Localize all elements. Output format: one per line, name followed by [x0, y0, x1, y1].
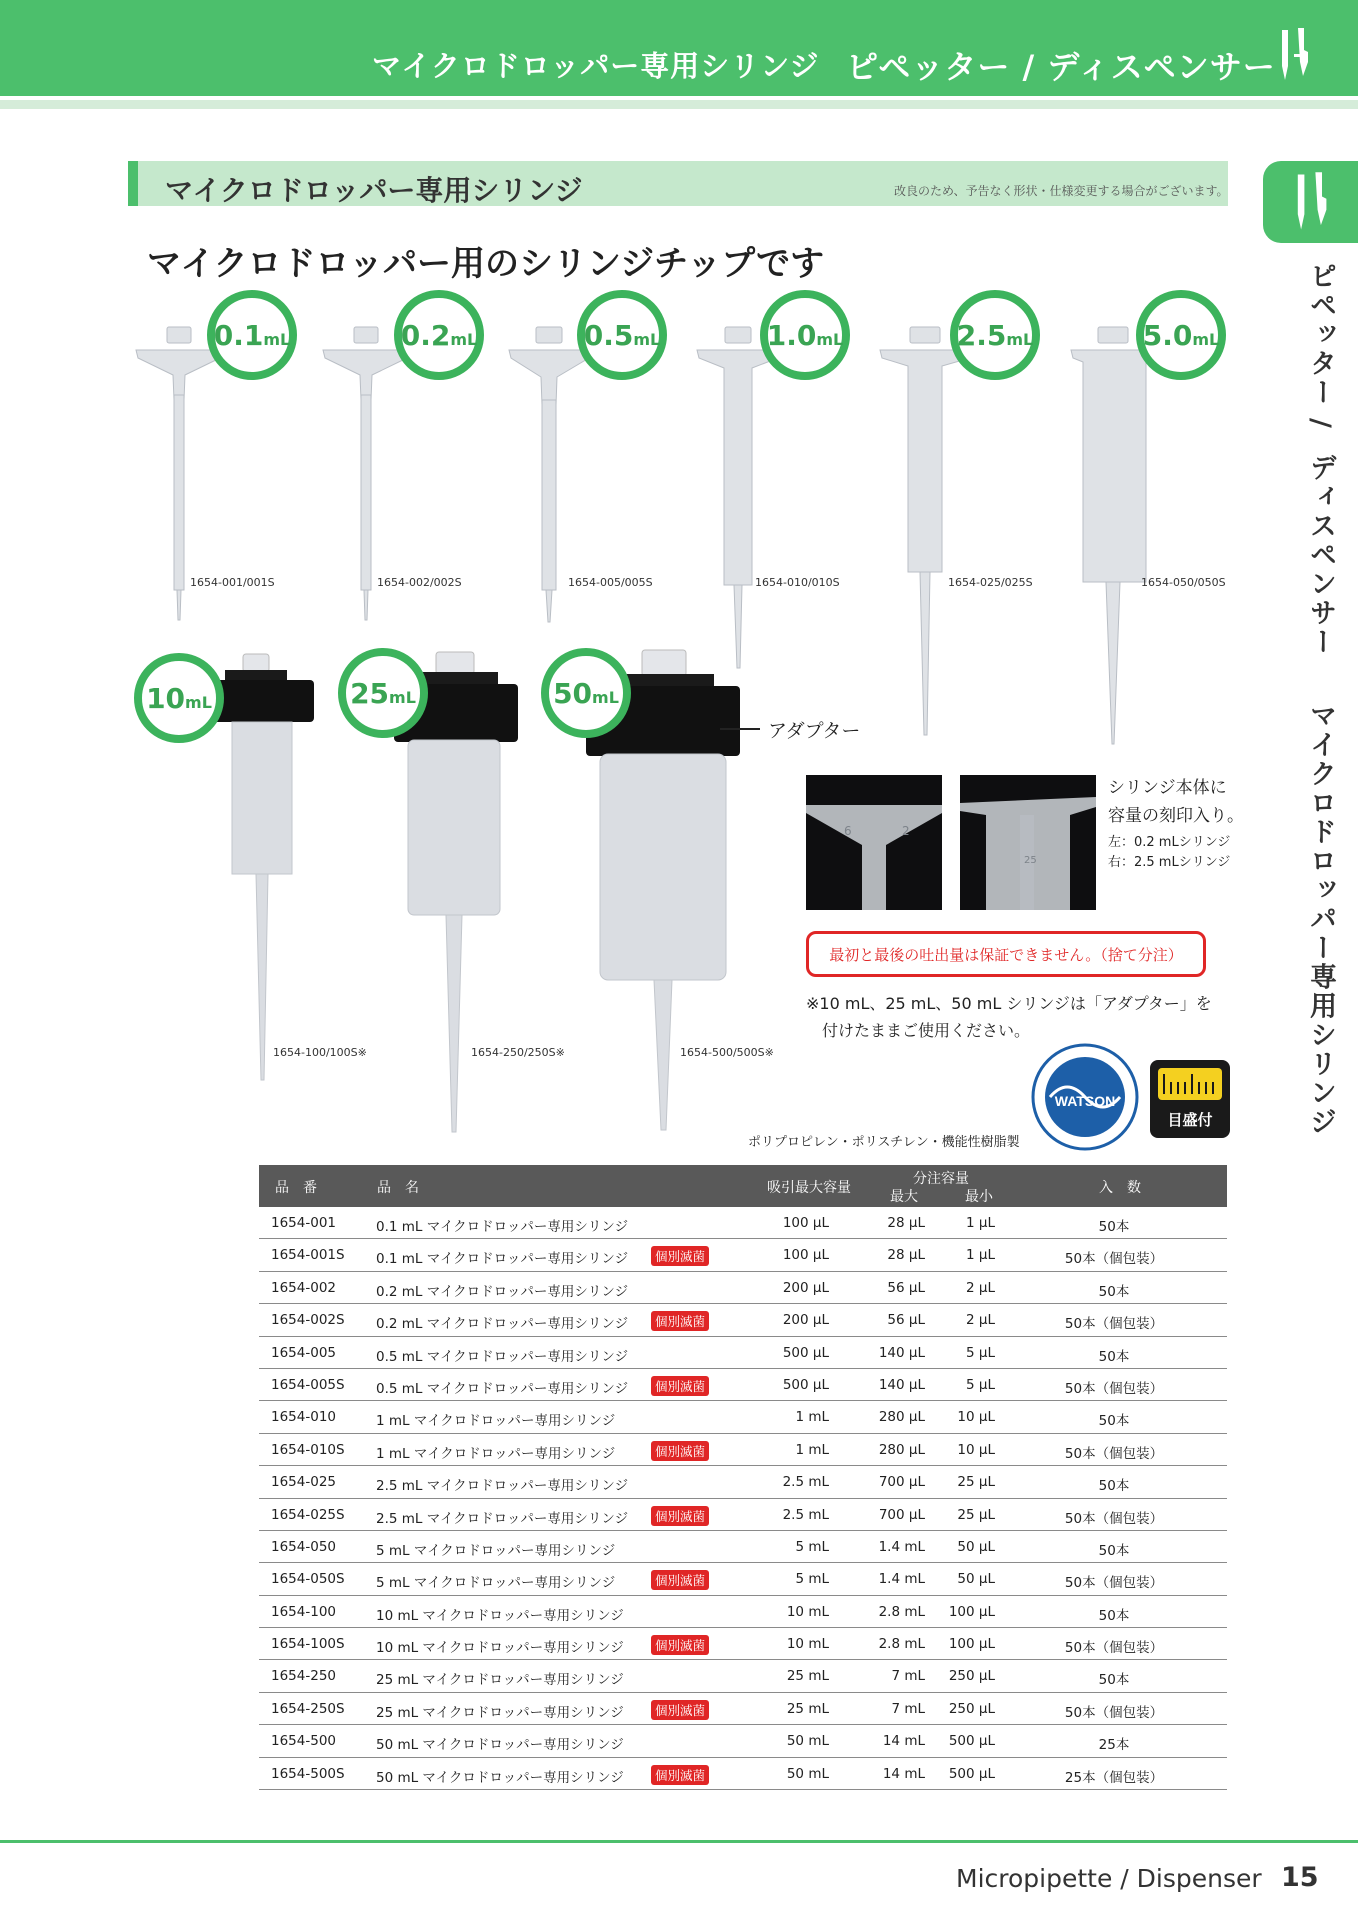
- side-caption-part1: ピペッター: [1305, 262, 1336, 407]
- cell-code: 1654-050S: [271, 1571, 345, 1588]
- sterile-tag: 個別滅菌: [651, 1570, 709, 1590]
- product-code: 1654-010/010S: [755, 576, 840, 589]
- cell-quantity: 50本: [1098, 1413, 1130, 1430]
- table-row: [259, 1531, 1227, 1563]
- cell-dispense-max: 7 mL: [891, 1668, 925, 1685]
- cell-code: 1654-010: [271, 1409, 336, 1426]
- volume-value: 1.0: [766, 318, 817, 352]
- sterile-tag: 個別滅菌: [651, 1635, 709, 1655]
- cell-dispense-max: 28 μL: [887, 1247, 925, 1264]
- engraving-note: [1108, 774, 1244, 830]
- cell-name: 2.5 mL マイクロドロッパー専用シリンジ: [376, 1478, 629, 1495]
- cell-dispense-max: 7 mL: [891, 1700, 925, 1717]
- adapter-label: アダプター: [768, 720, 861, 742]
- watson-guaranteed-logo: [1030, 1042, 1140, 1152]
- sterile-tag: 個別滅菌: [651, 1506, 709, 1526]
- side-caption-sep: /: [1305, 418, 1336, 431]
- volume-value: 25: [350, 676, 390, 710]
- volume-badge-5.0: [1136, 290, 1226, 380]
- adapter-usage-note-line2: 付けたままご使用ください。: [822, 1021, 1031, 1040]
- product-code: 1654-005/005S: [568, 576, 653, 589]
- volume-badge-0.1: [207, 290, 297, 380]
- volume-value: 0.1: [213, 318, 264, 352]
- cell-dispense-max: 2.8 mL: [878, 1603, 925, 1620]
- volume-value: 2.5: [956, 318, 1007, 352]
- cell-name: 10 mL マイクロドロッパー専用シリンジ: [376, 1640, 624, 1657]
- photo-caption-right: 右：2.5 mLシリンジ: [1108, 855, 1231, 870]
- engraving-note-line1: シリンジ本体に: [1108, 778, 1227, 798]
- table-row: [259, 1693, 1227, 1725]
- cell-quantity: 25本（個包装）: [1064, 1769, 1164, 1786]
- cell-dispense-max: 28 μL: [887, 1215, 925, 1231]
- cell-max-volume: 10 mL: [786, 1603, 829, 1620]
- cell-name: 50 mL マイクロドロッパー専用シリンジ: [376, 1769, 624, 1786]
- cell-code: 1654-001S: [271, 1247, 345, 1264]
- cell-dispense-min: 50 μL: [957, 1538, 995, 1555]
- cell-max-volume: 50 mL: [786, 1733, 829, 1750]
- volume-badge-1.0: [760, 290, 850, 380]
- cell-max-volume: 200 μL: [782, 1312, 829, 1329]
- side-caption-part2: ディスペンサー: [1305, 453, 1336, 657]
- cell-dispense-min: 100 μL: [948, 1636, 995, 1653]
- cell-dispense-min: 2 μL: [966, 1279, 995, 1296]
- cell-name: 0.2 mL マイクロドロッパー専用シリンジ: [376, 1283, 629, 1300]
- table-body: [259, 1207, 1227, 1790]
- cell-max-volume: 500 μL: [782, 1376, 829, 1393]
- engraving-note-line2: 容量の刻印入り。: [1108, 806, 1244, 826]
- cell-dispense-min: 250 μL: [948, 1700, 995, 1717]
- cell-dispense-min: 250 μL: [948, 1668, 995, 1685]
- cell-quantity: 50本: [1098, 1542, 1130, 1559]
- cell-quantity: 50本: [1098, 1283, 1130, 1300]
- cell-max-volume: 1 mL: [795, 1441, 829, 1458]
- cell-dispense-min: 100 μL: [948, 1603, 995, 1620]
- volume-unit: mL: [263, 329, 291, 349]
- volume-unit: mL: [1192, 329, 1220, 349]
- cell-max-volume: 25 mL: [786, 1700, 829, 1717]
- product-code: 1654-025/025S: [948, 576, 1033, 589]
- cell-code: 1654-250: [271, 1668, 336, 1685]
- cell-name: 0.2 mL マイクロドロッパー専用シリンジ: [376, 1316, 629, 1333]
- cell-dispense-max: 56 μL: [887, 1312, 925, 1329]
- cell-dispense-max: 140 μL: [878, 1376, 925, 1393]
- cell-code: 1654-250S: [271, 1700, 345, 1717]
- cell-code: 1654-100S: [271, 1636, 345, 1653]
- cell-name: 25 mL マイクロドロッパー専用シリンジ: [376, 1672, 624, 1689]
- cell-quantity: 50本（個包装）: [1064, 1251, 1164, 1268]
- adapter-leader-line: [720, 728, 760, 730]
- table-row: [259, 1758, 1227, 1790]
- spec-change-note: 改良のため、予告なく形状・仕様変更する場合がございます。: [894, 184, 1229, 198]
- cell-quantity: 50本: [1098, 1672, 1130, 1689]
- table-row: [259, 1628, 1227, 1660]
- cell-quantity: 50本（個包装）: [1064, 1640, 1164, 1657]
- cell-quantity: 50本（個包装）: [1064, 1316, 1164, 1333]
- section-title: マイクロドロッパー専用シリンジ: [165, 174, 583, 207]
- svg-text:2: 2: [902, 824, 910, 838]
- cell-max-volume: 10 mL: [786, 1636, 829, 1653]
- cell-code: 1654-500S: [271, 1765, 345, 1782]
- footer-line: [0, 1840, 1358, 1843]
- table-row: [259, 1207, 1227, 1239]
- cell-max-volume: 2.5 mL: [782, 1506, 829, 1523]
- cell-dispense-min: 500 μL: [948, 1765, 995, 1782]
- page-number: 15: [1281, 1862, 1319, 1893]
- sterile-tag: 個別滅菌: [651, 1246, 709, 1266]
- dispense-warning: 最初と最後の吐出量は保証できません。（捨て分注）: [806, 931, 1206, 977]
- cell-quantity: 50本（個包装）: [1064, 1575, 1164, 1592]
- cell-name: 1 mL マイクロドロッパー専用シリンジ: [376, 1445, 616, 1462]
- watson-wordmark: WATSON: [1054, 1093, 1116, 1109]
- cell-dispense-max: 280 μL: [878, 1409, 925, 1426]
- cell-dispense-min: 2 μL: [966, 1312, 995, 1329]
- volume-badge-50: [541, 648, 631, 738]
- header-name: 品 名: [377, 1180, 419, 1196]
- product-code: 1654-100/100S※: [273, 1046, 367, 1059]
- table-row: [259, 1401, 1227, 1433]
- table-row: [259, 1304, 1227, 1336]
- volume-unit: mL: [816, 329, 844, 349]
- lead-heading: マイクロドロッパー用のシリンジチップです: [147, 244, 825, 284]
- table-row: [259, 1725, 1227, 1757]
- table-row: [259, 1369, 1227, 1401]
- volume-unit: mL: [592, 687, 619, 707]
- header-code: 品 番: [275, 1180, 317, 1196]
- cell-quantity: 50本: [1098, 1478, 1130, 1495]
- closeup-photo-0.2ml: [806, 775, 942, 910]
- product-code: 1654-250/250S※: [471, 1046, 565, 1059]
- cell-name: 50 mL マイクロドロッパー専用シリンジ: [376, 1737, 624, 1754]
- cell-quantity: 50本（個包装）: [1064, 1445, 1164, 1462]
- volume-unit: mL: [633, 329, 661, 349]
- header-section: ピペッター / ディスペンサー: [846, 48, 1276, 86]
- table-row: [259, 1660, 1227, 1692]
- cell-dispense-min: 25 μL: [957, 1474, 995, 1491]
- cell-dispense-min: 5 μL: [966, 1376, 995, 1393]
- volume-badge-0.5: [577, 290, 667, 380]
- table-row: [259, 1239, 1227, 1271]
- product-table: [259, 1165, 1227, 1790]
- cell-name: 2.5 mL マイクロドロッパー専用シリンジ: [376, 1510, 629, 1527]
- cell-code: 1654-050: [271, 1538, 336, 1555]
- graduated-label: 目盛付: [1167, 1111, 1213, 1129]
- product-code: 1654-050/050S: [1141, 576, 1226, 589]
- cell-name: 5 mL マイクロドロッパー専用シリンジ: [376, 1542, 616, 1559]
- volume-badge-0.2: [394, 290, 484, 380]
- cell-dispense-max: 14 mL: [882, 1733, 925, 1750]
- cell-dispense-max: 2.8 mL: [878, 1636, 925, 1653]
- cell-name: 25 mL マイクロドロッパー専用シリンジ: [376, 1704, 624, 1721]
- adapter-usage-note: [806, 990, 1212, 1044]
- material-note: ポリプロピレン・ポリスチレン・機能性樹脂製: [748, 1135, 1020, 1150]
- sterile-tag: 個別滅菌: [651, 1376, 709, 1396]
- closeup-photo-2.5ml: [960, 775, 1096, 910]
- volume-unit: mL: [1006, 329, 1034, 349]
- cell-dispense-min: 50 μL: [957, 1571, 995, 1588]
- cell-quantity: 50本（個包装）: [1064, 1704, 1164, 1721]
- cell-code: 1654-025S: [271, 1506, 345, 1523]
- cell-dispense-min: 10 μL: [957, 1409, 995, 1426]
- adapter-usage-note-line1: ※10 mL、25 mL、50 mL シリンジは「アダプター」を: [806, 994, 1212, 1013]
- cell-name: 0.5 mL マイクロドロッパー専用シリンジ: [376, 1348, 629, 1365]
- table-row: [259, 1466, 1227, 1498]
- cell-code: 1654-005: [271, 1344, 336, 1361]
- cell-code: 1654-005S: [271, 1376, 345, 1393]
- cell-max-volume: 1 mL: [795, 1409, 829, 1426]
- cell-dispense-min: 5 μL: [966, 1344, 995, 1361]
- cell-quantity: 50本（個包装）: [1064, 1380, 1164, 1397]
- sterile-tag: 個別滅菌: [651, 1700, 709, 1720]
- cell-max-volume: 100 μL: [782, 1215, 829, 1231]
- header-category: マイクロドロッパー専用シリンジ: [372, 49, 820, 83]
- photo-captions: [1108, 833, 1230, 873]
- table-row: [259, 1434, 1227, 1466]
- cell-code: 1654-100: [271, 1603, 336, 1620]
- cell-dispense-min: 1 μL: [966, 1247, 995, 1264]
- table-row: [259, 1337, 1227, 1369]
- sterile-tag: 個別滅菌: [651, 1311, 709, 1331]
- cell-dispense-min: 500 μL: [948, 1733, 995, 1750]
- table-row: [259, 1596, 1227, 1628]
- cell-dispense-max: 1.4 mL: [878, 1571, 925, 1588]
- cell-dispense-max: 56 μL: [887, 1279, 925, 1296]
- volume-unit: mL: [450, 329, 478, 349]
- cell-dispense-max: 14 mL: [882, 1765, 925, 1782]
- cell-max-volume: 25 mL: [786, 1668, 829, 1685]
- cell-dispense-max: 1.4 mL: [878, 1538, 925, 1555]
- cell-name: 10 mL マイクロドロッパー専用シリンジ: [376, 1607, 624, 1624]
- cell-dispense-max: 700 μL: [878, 1474, 925, 1491]
- cell-quantity: 50本: [1098, 1219, 1130, 1235]
- cell-quantity: 50本: [1098, 1348, 1130, 1365]
- cell-max-volume: 2.5 mL: [782, 1474, 829, 1491]
- cell-dispense-min: 1 μL: [966, 1215, 995, 1231]
- cell-max-volume: 500 μL: [782, 1344, 829, 1361]
- cell-code: 1654-002: [271, 1279, 336, 1296]
- svg-text:6: 6: [844, 824, 852, 838]
- table-header: [259, 1165, 1227, 1207]
- product-code: 1654-001/001S: [190, 576, 275, 589]
- sterile-tag: 個別滅菌: [651, 1441, 709, 1461]
- cell-name: 1 mL マイクロドロッパー専用シリンジ: [376, 1413, 616, 1430]
- cell-dispense-max: 700 μL: [878, 1506, 925, 1523]
- cell-code: 1654-500: [271, 1733, 336, 1750]
- cell-name: 0.1 mL マイクロドロッパー専用シリンジ: [376, 1219, 629, 1235]
- graduated-badge: [1150, 1060, 1230, 1138]
- cell-dispense-max: 280 μL: [878, 1441, 925, 1458]
- cell-quantity: 50本: [1098, 1607, 1130, 1624]
- volume-value: 5.0: [1142, 318, 1193, 352]
- volume-badge-10: [134, 653, 224, 743]
- product-code: 1654-500/500S※: [680, 1046, 774, 1059]
- cell-dispense-min: 25 μL: [957, 1506, 995, 1523]
- photo-caption-left: 左：0.2 mLシリンジ: [1108, 835, 1231, 850]
- volume-unit: mL: [185, 692, 212, 712]
- volume-value: 0.2: [400, 318, 451, 352]
- table-row: [259, 1563, 1227, 1595]
- header-quantity: 入 数: [1099, 1180, 1141, 1196]
- cell-code: 1654-025: [271, 1474, 336, 1491]
- side-caption-part3: マイクロドロッパー専用シリンジ: [1305, 701, 1336, 1137]
- volume-value: 10: [146, 681, 186, 715]
- sterile-tag: 個別滅菌: [651, 1765, 709, 1785]
- cell-dispense-max: 140 μL: [878, 1344, 925, 1361]
- cell-quantity: 25本: [1098, 1737, 1130, 1754]
- cell-max-volume: 100 μL: [782, 1247, 829, 1264]
- cell-name: 0.1 mL マイクロドロッパー専用シリンジ: [376, 1251, 629, 1268]
- cell-max-volume: 200 μL: [782, 1279, 829, 1296]
- cell-name: 0.5 mL マイクロドロッパー専用シリンジ: [376, 1380, 629, 1397]
- ruler-icon: [1158, 1068, 1222, 1100]
- cell-dispense-min: 10 μL: [957, 1441, 995, 1458]
- cell-max-volume: 5 mL: [795, 1571, 829, 1588]
- footer-caption: Micropipette / Dispenser: [956, 1864, 1262, 1893]
- cell-name: 5 mL マイクロドロッパー専用シリンジ: [376, 1575, 616, 1592]
- cell-max-volume: 5 mL: [795, 1538, 829, 1555]
- table-row: [259, 1272, 1227, 1304]
- svg-text:25: 25: [1024, 855, 1037, 866]
- volume-value: 50: [553, 676, 593, 710]
- volume-value: 0.5: [583, 318, 634, 352]
- volume-unit: mL: [389, 687, 416, 707]
- header-dispense: 分注容量: [913, 1171, 969, 1187]
- cell-code: 1654-010S: [271, 1441, 345, 1458]
- product-code: 1654-002/002S: [377, 576, 462, 589]
- cell-code: 1654-001: [271, 1215, 336, 1231]
- cell-quantity: 50本（個包装）: [1064, 1510, 1164, 1527]
- cell-max-volume: 50 mL: [786, 1765, 829, 1782]
- header-max-volume: 吸引最大容量: [767, 1180, 851, 1196]
- header-dispense-min: 最小: [965, 1189, 993, 1205]
- volume-badge-25: [338, 648, 428, 738]
- table-row: [259, 1499, 1227, 1531]
- header-dispense-max: 最大: [890, 1189, 918, 1205]
- cell-code: 1654-002S: [271, 1312, 345, 1329]
- volume-badge-2.5: [950, 290, 1040, 380]
